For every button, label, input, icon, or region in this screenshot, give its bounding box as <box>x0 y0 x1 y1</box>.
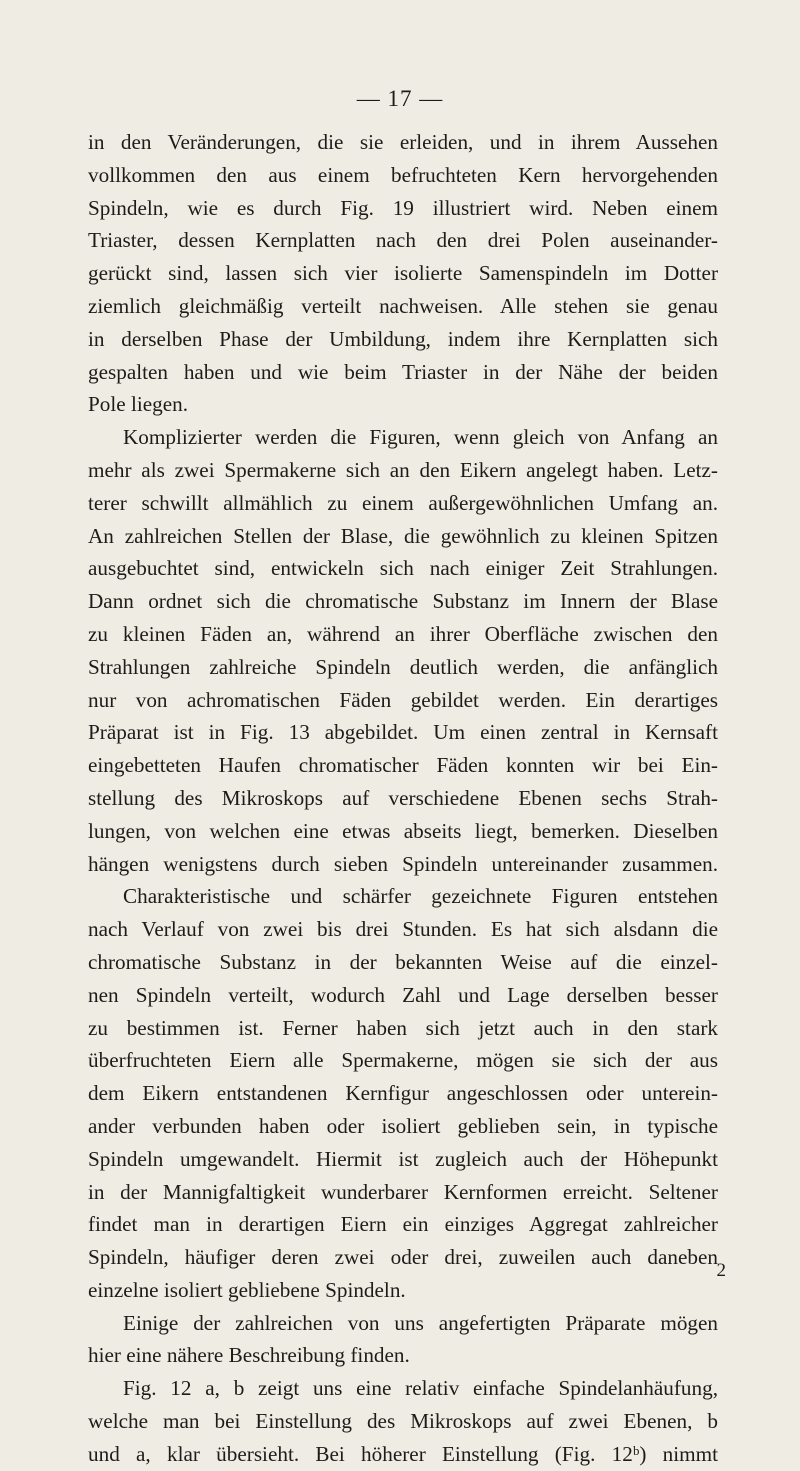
text-line: zu kleinen Fäden an, während an ihrer Oberfläche zwischen den <box>88 621 718 646</box>
text-line: vollkommen den aus einem befruchteten Kern hervorgehenden <box>88 162 718 187</box>
text-line: Komplizierter werden die Figuren, wenn gleich von Anfang an <box>123 425 718 450</box>
text-line: zu bestimmen ist. Ferner haben sich jetzt auch in den stark <box>88 1015 718 1040</box>
text-line: nach Verlauf von zwei bis drei Stunden. Es hat sich alsdann die <box>88 917 718 942</box>
text-line: in derselben Phase der Umbildung, indem ihre Kernplatten sich <box>88 326 718 351</box>
text-line: An zahlreichen Stellen der Blase, die gewöhnlich zu kleinen Spitzen <box>88 523 718 548</box>
text-line: Strahlungen zahlreiche Spindeln deutlich werden, die anfänglich <box>88 654 718 679</box>
text-line: einzelne isoliert gebliebene Spindeln. <box>88 1277 406 1302</box>
text-line: hier eine nähere Beschreibung finden. <box>88 1343 410 1368</box>
text-line: Einige der zahlreichen von uns angefertigten Präparate mögen <box>123 1310 718 1335</box>
text-line: gerückt sind, lassen sich vier isolierte Samenspindeln im Dotter <box>88 261 718 286</box>
text-line: gespalten haben und wie beim Triaster in der Nähe der beiden <box>88 359 718 384</box>
text-line: überfruchteten Eiern alle Spermakerne, mögen sie sich der aus <box>88 1048 718 1073</box>
text-line: in der Mannigfaltigkeit wunderbarer Kernformen erreicht. Seltener <box>88 1179 718 1204</box>
text-line: hängen wenigstens durch sieben Spindeln untereinander zusammen. <box>88 851 718 876</box>
text-line: chromatische Substanz in der bekannten Weise auf die einzel- <box>88 949 718 974</box>
text-line: nur von achromatischen Fäden gebildet werden. Ein derartiges <box>88 687 718 712</box>
text-line: Triaster, dessen Kernplatten nach den drei Polen auseinander- <box>88 228 718 253</box>
text-line: Dann ordnet sich die chromatische Substanz im Innern der Blase <box>88 589 718 614</box>
text-line: ziemlich gleichmäßig verteilt nachweisen. Alle stehen sie genau <box>88 293 718 318</box>
text-line: stellung des Mikroskops auf verschiedene Ebenen sechs Strah- <box>88 785 718 810</box>
text-line: welche man bei Einstellung des Mikroskops auf zwei Ebenen, b <box>88 1409 718 1434</box>
text-line: und a, klar übersieht. Bei höherer Einstellung (Fig. 12ᵇ) nimmt <box>88 1441 718 1466</box>
text-line: ander verbunden haben oder isoliert geblieben sein, in typische <box>88 1113 718 1138</box>
text-line: lungen, von welchen eine etwas abseits liegt, bemerken. Dieselben <box>88 818 718 843</box>
text-line: mehr als zwei Spermakerne sich an den Eikern angelegt haben. Letz- <box>88 457 718 482</box>
text-line: in den Veränderungen, die sie erleiden, und in ihrem Aussehen <box>88 130 718 154</box>
text-line: terer schwillt allmählich zu einem außergewöhnlichen Umfang an. <box>88 490 718 515</box>
text-line: Charakteristische und schärfer gezeichnete Figuren entstehen <box>123 884 718 909</box>
text-line: Spindeln, häufiger deren zwei oder drei, zuweilen auch daneben <box>88 1245 718 1270</box>
text-line: Fig. 12 a, b zeigt uns eine relativ einfache Spindelanhäufung, <box>123 1376 718 1401</box>
page-number-header: — 17 — <box>356 86 444 111</box>
text-line: ausgebuchtet sind, entwickeln sich nach einiger Zeit Strahlungen. <box>88 556 718 581</box>
text-line: dem Eikern entstandenen Kernfigur angeschlossen oder unterein- <box>88 1081 718 1106</box>
text-line: eingebetteten Haufen chromatischer Fäden konnten wir bei Ein- <box>88 753 718 778</box>
text-line: findet man in derartigen Eiern ein einziges Aggregat zahlreicher <box>88 1212 718 1237</box>
text-line: Pole liegen. <box>88 392 189 417</box>
printer-signature: 2 <box>716 1260 726 1281</box>
text-line: Spindeln, wie es durch Fig. 19 illustriert wird. Neben einem <box>88 195 718 220</box>
text-line: Spindeln umgewandelt. Hiermit ist zugleich auch der Höhepunkt <box>88 1146 718 1171</box>
text-line: Präparat ist in Fig. 13 abgebildet. Um einen zentral in Kernsaft <box>88 720 718 745</box>
text-line: nen Spindeln verteilt, wodurch Zahl und Lage derselben besser <box>88 982 718 1007</box>
